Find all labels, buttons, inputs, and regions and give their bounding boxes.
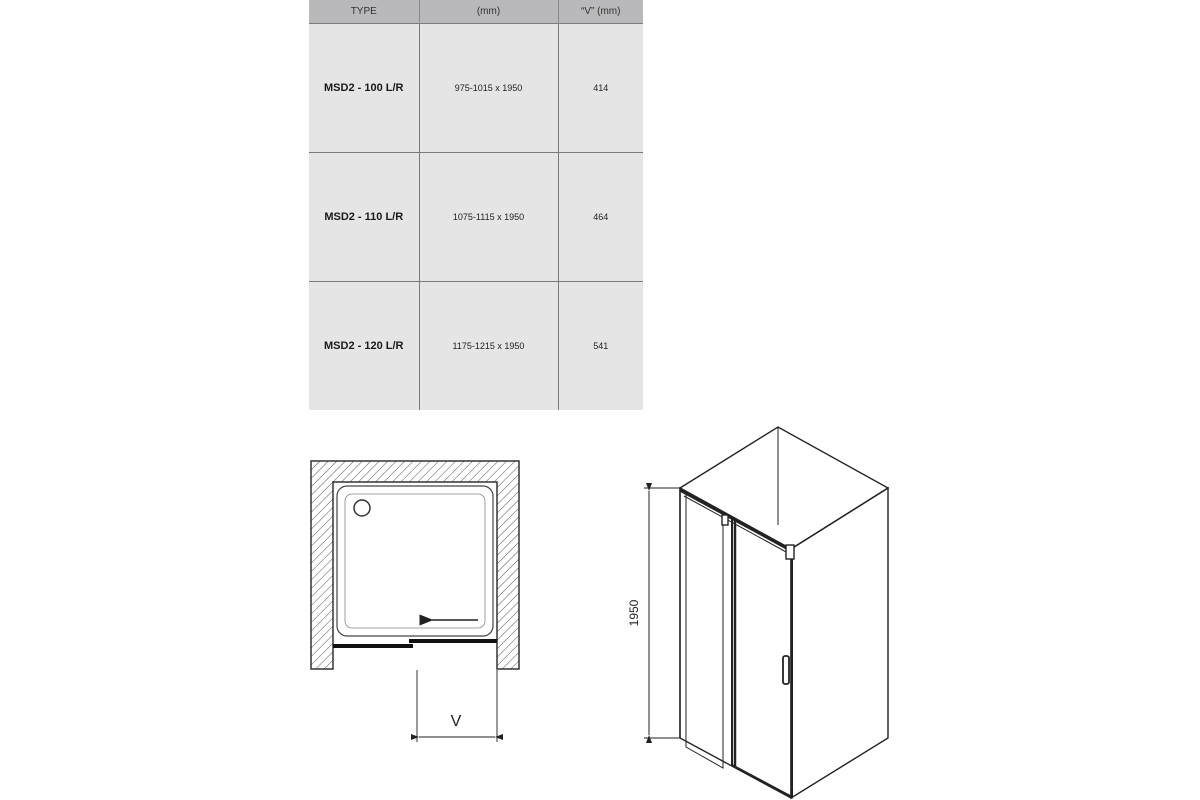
rail-bracket — [786, 545, 794, 559]
wall-hatching — [311, 461, 519, 669]
v-cell: 414 — [558, 24, 643, 153]
drain-icon — [354, 500, 370, 516]
dimension-cell: 1175-1215 x 1950 — [419, 282, 558, 411]
type-cell: MSD2 - 110 L/R — [309, 153, 419, 282]
height-dimension-label: 1950 — [627, 599, 641, 627]
plan-view — [311, 461, 519, 742]
header-v: “V” (mm) — [558, 0, 643, 24]
dimension-cell: 975-1015 x 1950 — [419, 24, 558, 153]
v-cell: 464 — [558, 153, 643, 282]
door-roller — [722, 515, 728, 525]
v-cell: 541 — [558, 282, 643, 411]
header-dimensions: (mm) — [419, 0, 558, 24]
elevation-view — [644, 427, 888, 798]
v-dimension-label: V — [450, 713, 462, 730]
side-wall-panel — [791, 488, 888, 798]
enclosure-top-frame — [680, 427, 888, 549]
type-cell: MSD2 - 120 L/R — [309, 282, 419, 411]
door-handle — [783, 656, 789, 684]
fixed-panel — [686, 493, 723, 768]
dimension-cell: 1075-1115 x 1950 — [419, 153, 558, 282]
type-cell: MSD2 - 100 L/R — [309, 24, 419, 153]
header-type: TYPE — [309, 0, 419, 24]
